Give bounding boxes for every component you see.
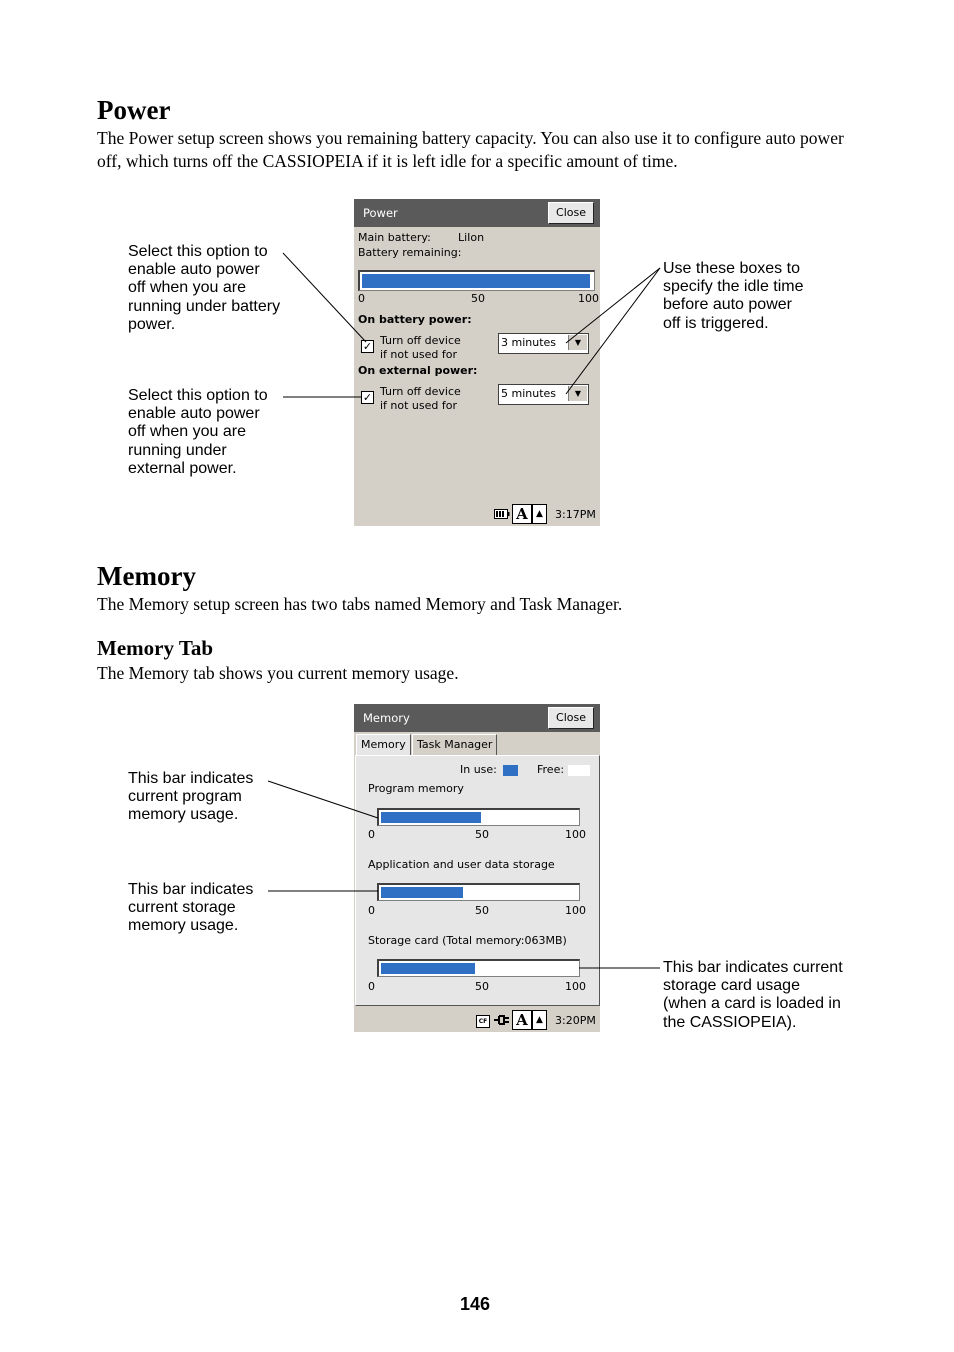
power-description: The Power setup screen shows you remaining battery capacity. You can also use it to configure auto power off, which turns off the CASSIOPEIA if it is left idle for a specific amount of time.: [97, 128, 844, 171]
program-memory-label: Program memory: [368, 782, 464, 795]
callout-battery-option: Select this option to enable auto power off when you are running under battery power.: [128, 243, 281, 333]
legend-free-label: Free:: [537, 763, 565, 776]
battery-scale-0: 0: [358, 292, 365, 305]
battery-remaining-label: Battery remaining:: [358, 246, 462, 259]
callout-external-option: Select this option to enable auto power off when you are running under external power.: [128, 387, 268, 477]
tab-memory[interactable]: Memory: [356, 734, 411, 756]
program-scale-50: 50: [475, 828, 489, 841]
on-battery-checkbox[interactable]: ✓: [362, 340, 373, 353]
battery-scale-100: 100: [578, 292, 599, 305]
on-external-check-line2: if not used for: [380, 399, 458, 412]
main-battery-label: Main battery:: [358, 231, 431, 244]
memory-close-button[interactable]: Close: [548, 707, 594, 729]
memory-tab-heading: Memory Tab: [97, 636, 214, 660]
storage-scale-0: 0: [368, 904, 375, 917]
callout-storage-bar: This bar indicates current storage memory usage.: [128, 881, 254, 935]
memory-tab-description: The Memory tab shows you current memory usage.: [97, 663, 459, 683]
leader-program-bar: [268, 781, 378, 818]
on-external-label: On external power:: [358, 364, 478, 377]
card-scale-50: 50: [475, 980, 489, 993]
power-close-button[interactable]: Close: [548, 202, 594, 224]
program-scale-100: 100: [565, 828, 586, 841]
on-battery-label: On battery power:: [358, 313, 472, 326]
power-heading: Power: [97, 95, 171, 125]
memory-description: The Memory setup screen has two tabs named Memory and Task Manager.: [97, 594, 623, 614]
card-scale-0: 0: [368, 980, 375, 993]
input-mode-icon[interactable]: A: [512, 1010, 532, 1030]
callout-program-bar: This bar indicates current program memory usage.: [128, 770, 254, 824]
on-battery-idle-value: 3 minutes: [501, 336, 557, 349]
program-scale-0: 0: [368, 828, 375, 841]
on-battery-check-line1: Turn off device: [380, 334, 461, 347]
input-mode-icon[interactable]: A: [512, 504, 532, 524]
tab-task-manager[interactable]: Task Manager: [412, 734, 497, 756]
input-arrow-icon[interactable]: ▲: [532, 504, 547, 524]
leader-battery-option: [283, 253, 366, 342]
storage-label: Application and user data storage: [368, 858, 555, 871]
legend-in-use-label: In use:: [460, 763, 497, 776]
storage-scale-100: 100: [565, 904, 586, 917]
chevron-down-icon[interactable]: ▼: [568, 335, 587, 350]
battery-scale-50: 50: [471, 292, 485, 305]
on-external-idle-value: 5 minutes: [501, 387, 557, 400]
power-title: Power: [363, 206, 398, 220]
chevron-down-icon[interactable]: ▼: [568, 386, 587, 401]
memory-heading: Memory: [97, 561, 196, 591]
main-battery-value: LiIon: [458, 231, 485, 244]
memory-title: Memory: [363, 711, 410, 725]
card-scale-100: 100: [565, 980, 586, 993]
callout-idle-boxes: Use these boxes to specify the idle time before auto power off is triggered.: [663, 260, 804, 332]
on-battery-check-line2: if not used for: [380, 348, 458, 361]
memory-clock: 3:20PM: [555, 1014, 596, 1027]
on-external-checkbox[interactable]: ✓: [362, 391, 373, 404]
cf-card-icon: CF: [476, 1015, 490, 1028]
leader-idle-boxes-2: [566, 268, 660, 394]
storage-scale-50: 50: [475, 904, 489, 917]
page-number: 146: [460, 1294, 491, 1314]
power-clock: 3:17PM: [555, 508, 596, 521]
input-arrow-icon[interactable]: ▲: [532, 1010, 547, 1030]
storage-card-label: Storage card (Total memory:063MB): [368, 934, 567, 947]
callout-card-bar: This bar indicates current storage card usage (when a card is loaded in the CASSIOPEIA).: [663, 959, 843, 1031]
on-external-check-line1: Turn off device: [380, 385, 461, 398]
